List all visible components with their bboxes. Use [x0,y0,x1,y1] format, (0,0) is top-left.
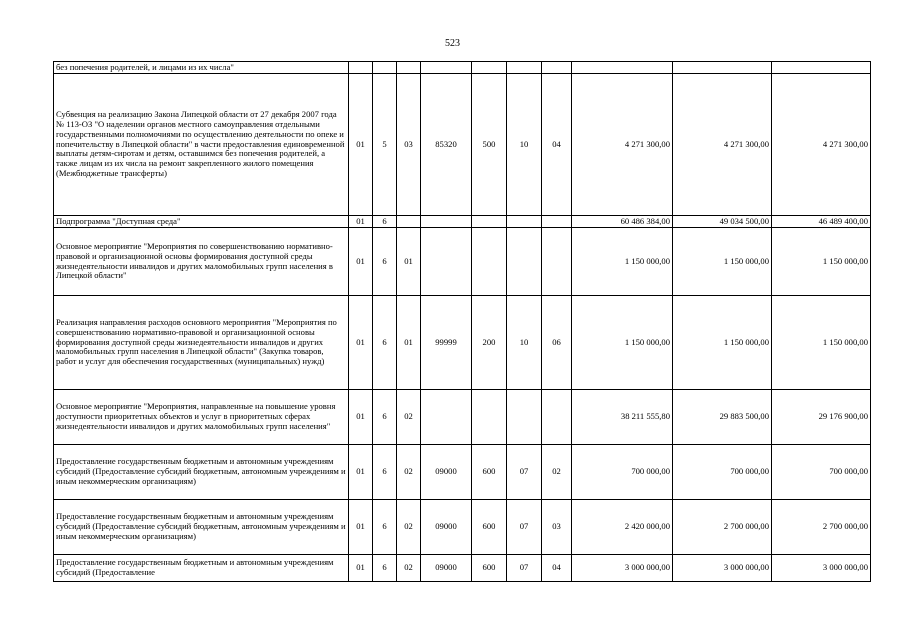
amount-cell: 1 150 000,00 [572,296,673,390]
code-cell [349,62,373,74]
code-cell: 500 [472,74,507,216]
amount-cell: 3 000 000,00 [772,555,871,582]
code-cell: 6 [373,445,397,500]
row-description: Субвенция на реализацию Закона Липецкой области от 27 декабря 2007 года № 113-ОЗ "О наделении органов местного самоуправления отдельными государственными полномочиями по осуществлению деятельности по опеке и попечительству в Липецкой области" в части предоставления единовременной выплаты детям-сиротам и детям, оставшимся без попечения родителей, а также лицам из их числа на ремонт закрепленного жилого помещения (Межбюджетные трансферты) [54,74,349,216]
code-cell: 09000 [421,555,472,582]
row-description: Предоставление государственным бюджетным и автономным учреждениям субсидий (Предоставление субсидий бюджетным, автономным учреждениям и иным некоммерческим организациям) [54,445,349,500]
code-cell: 200 [472,296,507,390]
amount-cell: 29 883 500,00 [673,390,772,445]
amount-cell: 1 150 000,00 [772,228,871,296]
code-cell [472,216,507,228]
table-row [54,500,871,555]
code-cell: 07 [507,500,542,555]
code-cell [472,228,507,296]
code-cell [542,390,572,445]
code-cell: 6 [373,390,397,445]
code-cell: 10 [507,296,542,390]
row-description: Основное мероприятие "Мероприятия, направленные на повышение уровня доступности приоритетных объектов и услуг в приоритетных сферах жизнедеятельности инвалидов и других маломобильных групп населения" [54,390,349,445]
table-row [54,296,871,390]
code-cell: 6 [373,555,397,582]
code-cell: 04 [542,74,572,216]
amount-cell: 1 150 000,00 [572,228,673,296]
code-cell [507,228,542,296]
amount-cell: 4 271 300,00 [772,74,871,216]
code-cell: 01 [349,216,373,228]
amount-cell: 2 700 000,00 [772,500,871,555]
code-cell [421,390,472,445]
code-cell [507,390,542,445]
table-row [54,62,871,74]
code-cell: 01 [349,74,373,216]
code-cell: 01 [397,228,421,296]
code-cell [472,390,507,445]
row-description: без попечения родителей, и лицами из их числа" [54,62,349,74]
table-row [54,228,871,296]
code-cell: 10 [507,74,542,216]
amount-cell: 4 271 300,00 [673,74,772,216]
code-cell [507,216,542,228]
code-cell: 09000 [421,500,472,555]
code-cell: 600 [472,445,507,500]
amount-cell [572,62,673,74]
code-cell: 07 [507,555,542,582]
code-cell: 01 [349,445,373,500]
code-cell: 02 [542,445,572,500]
code-cell [397,216,421,228]
code-cell: 5 [373,74,397,216]
budget-table [53,61,871,582]
amount-cell: 700 000,00 [673,445,772,500]
code-cell: 01 [397,296,421,390]
code-cell: 600 [472,500,507,555]
table-row [54,445,871,500]
code-cell [373,62,397,74]
code-cell: 02 [397,445,421,500]
amount-cell: 3 000 000,00 [673,555,772,582]
amount-cell: 1 150 000,00 [772,296,871,390]
amount-cell [772,62,871,74]
code-cell: 02 [397,390,421,445]
row-description: Подпрограмма "Доступная среда" [54,216,349,228]
code-cell: 6 [373,228,397,296]
amount-cell: 2 700 000,00 [673,500,772,555]
code-cell [397,62,421,74]
amount-cell: 1 150 000,00 [673,296,772,390]
row-description: Основное мероприятие "Мероприятия по совершенствованию нормативно-правовой и организационной основы формирования доступной среды жизнедеятельности инвалидов и других маломобильных групп населения в Липецкой области" [54,228,349,296]
amount-cell: 700 000,00 [772,445,871,500]
amount-cell: 29 176 900,00 [772,390,871,445]
code-cell: 03 [542,500,572,555]
code-cell [421,228,472,296]
code-cell: 6 [373,216,397,228]
code-cell [421,216,472,228]
amount-cell: 46 489 400,00 [772,216,871,228]
code-cell: 04 [542,555,572,582]
code-cell [542,216,572,228]
code-cell: 06 [542,296,572,390]
code-cell [472,62,507,74]
code-cell: 85320 [421,74,472,216]
table-row [54,74,871,216]
page-number: 523 [445,38,460,49]
code-cell: 99999 [421,296,472,390]
code-cell: 600 [472,555,507,582]
code-cell: 6 [373,296,397,390]
amount-cell: 2 420 000,00 [572,500,673,555]
table-row [54,555,871,582]
code-cell: 09000 [421,445,472,500]
amount-cell: 1 150 000,00 [673,228,772,296]
code-cell: 6 [373,500,397,555]
table-row [54,216,871,228]
amount-cell: 4 271 300,00 [572,74,673,216]
code-cell: 07 [507,445,542,500]
amount-cell: 38 211 555,80 [572,390,673,445]
table-row [54,390,871,445]
code-cell: 03 [397,74,421,216]
code-cell: 01 [349,390,373,445]
code-cell: 01 [349,228,373,296]
code-cell: 01 [349,296,373,390]
row-description: Предоставление государственным бюджетным и автономным учреждениям субсидий (Предоставление [54,555,349,582]
code-cell [542,228,572,296]
code-cell: 01 [349,500,373,555]
row-description: Предоставление государственным бюджетным и автономным учреждениям субсидий (Предоставление субсидий бюджетным, автономным учреждениям и иным некоммерческим организациям) [54,500,349,555]
amount-cell: 700 000,00 [572,445,673,500]
code-cell: 01 [349,555,373,582]
code-cell: 02 [397,500,421,555]
amount-cell: 60 486 384,00 [572,216,673,228]
code-cell: 02 [397,555,421,582]
amount-cell: 3 000 000,00 [572,555,673,582]
amount-cell: 49 034 500,00 [673,216,772,228]
code-cell [421,62,472,74]
code-cell [542,62,572,74]
amount-cell [673,62,772,74]
row-description: Реализация направления расходов основного мероприятия "Мероприятия по совершенствованию нормативно-правовой и организационной основы формирования доступной среды жизнедеятельности инвалидов и других маломобильных групп населения в Липецкой области" (Закупка товаров, работ и услуг для обеспечения государственных (муниципальных) нужд) [54,296,349,390]
code-cell [507,62,542,74]
